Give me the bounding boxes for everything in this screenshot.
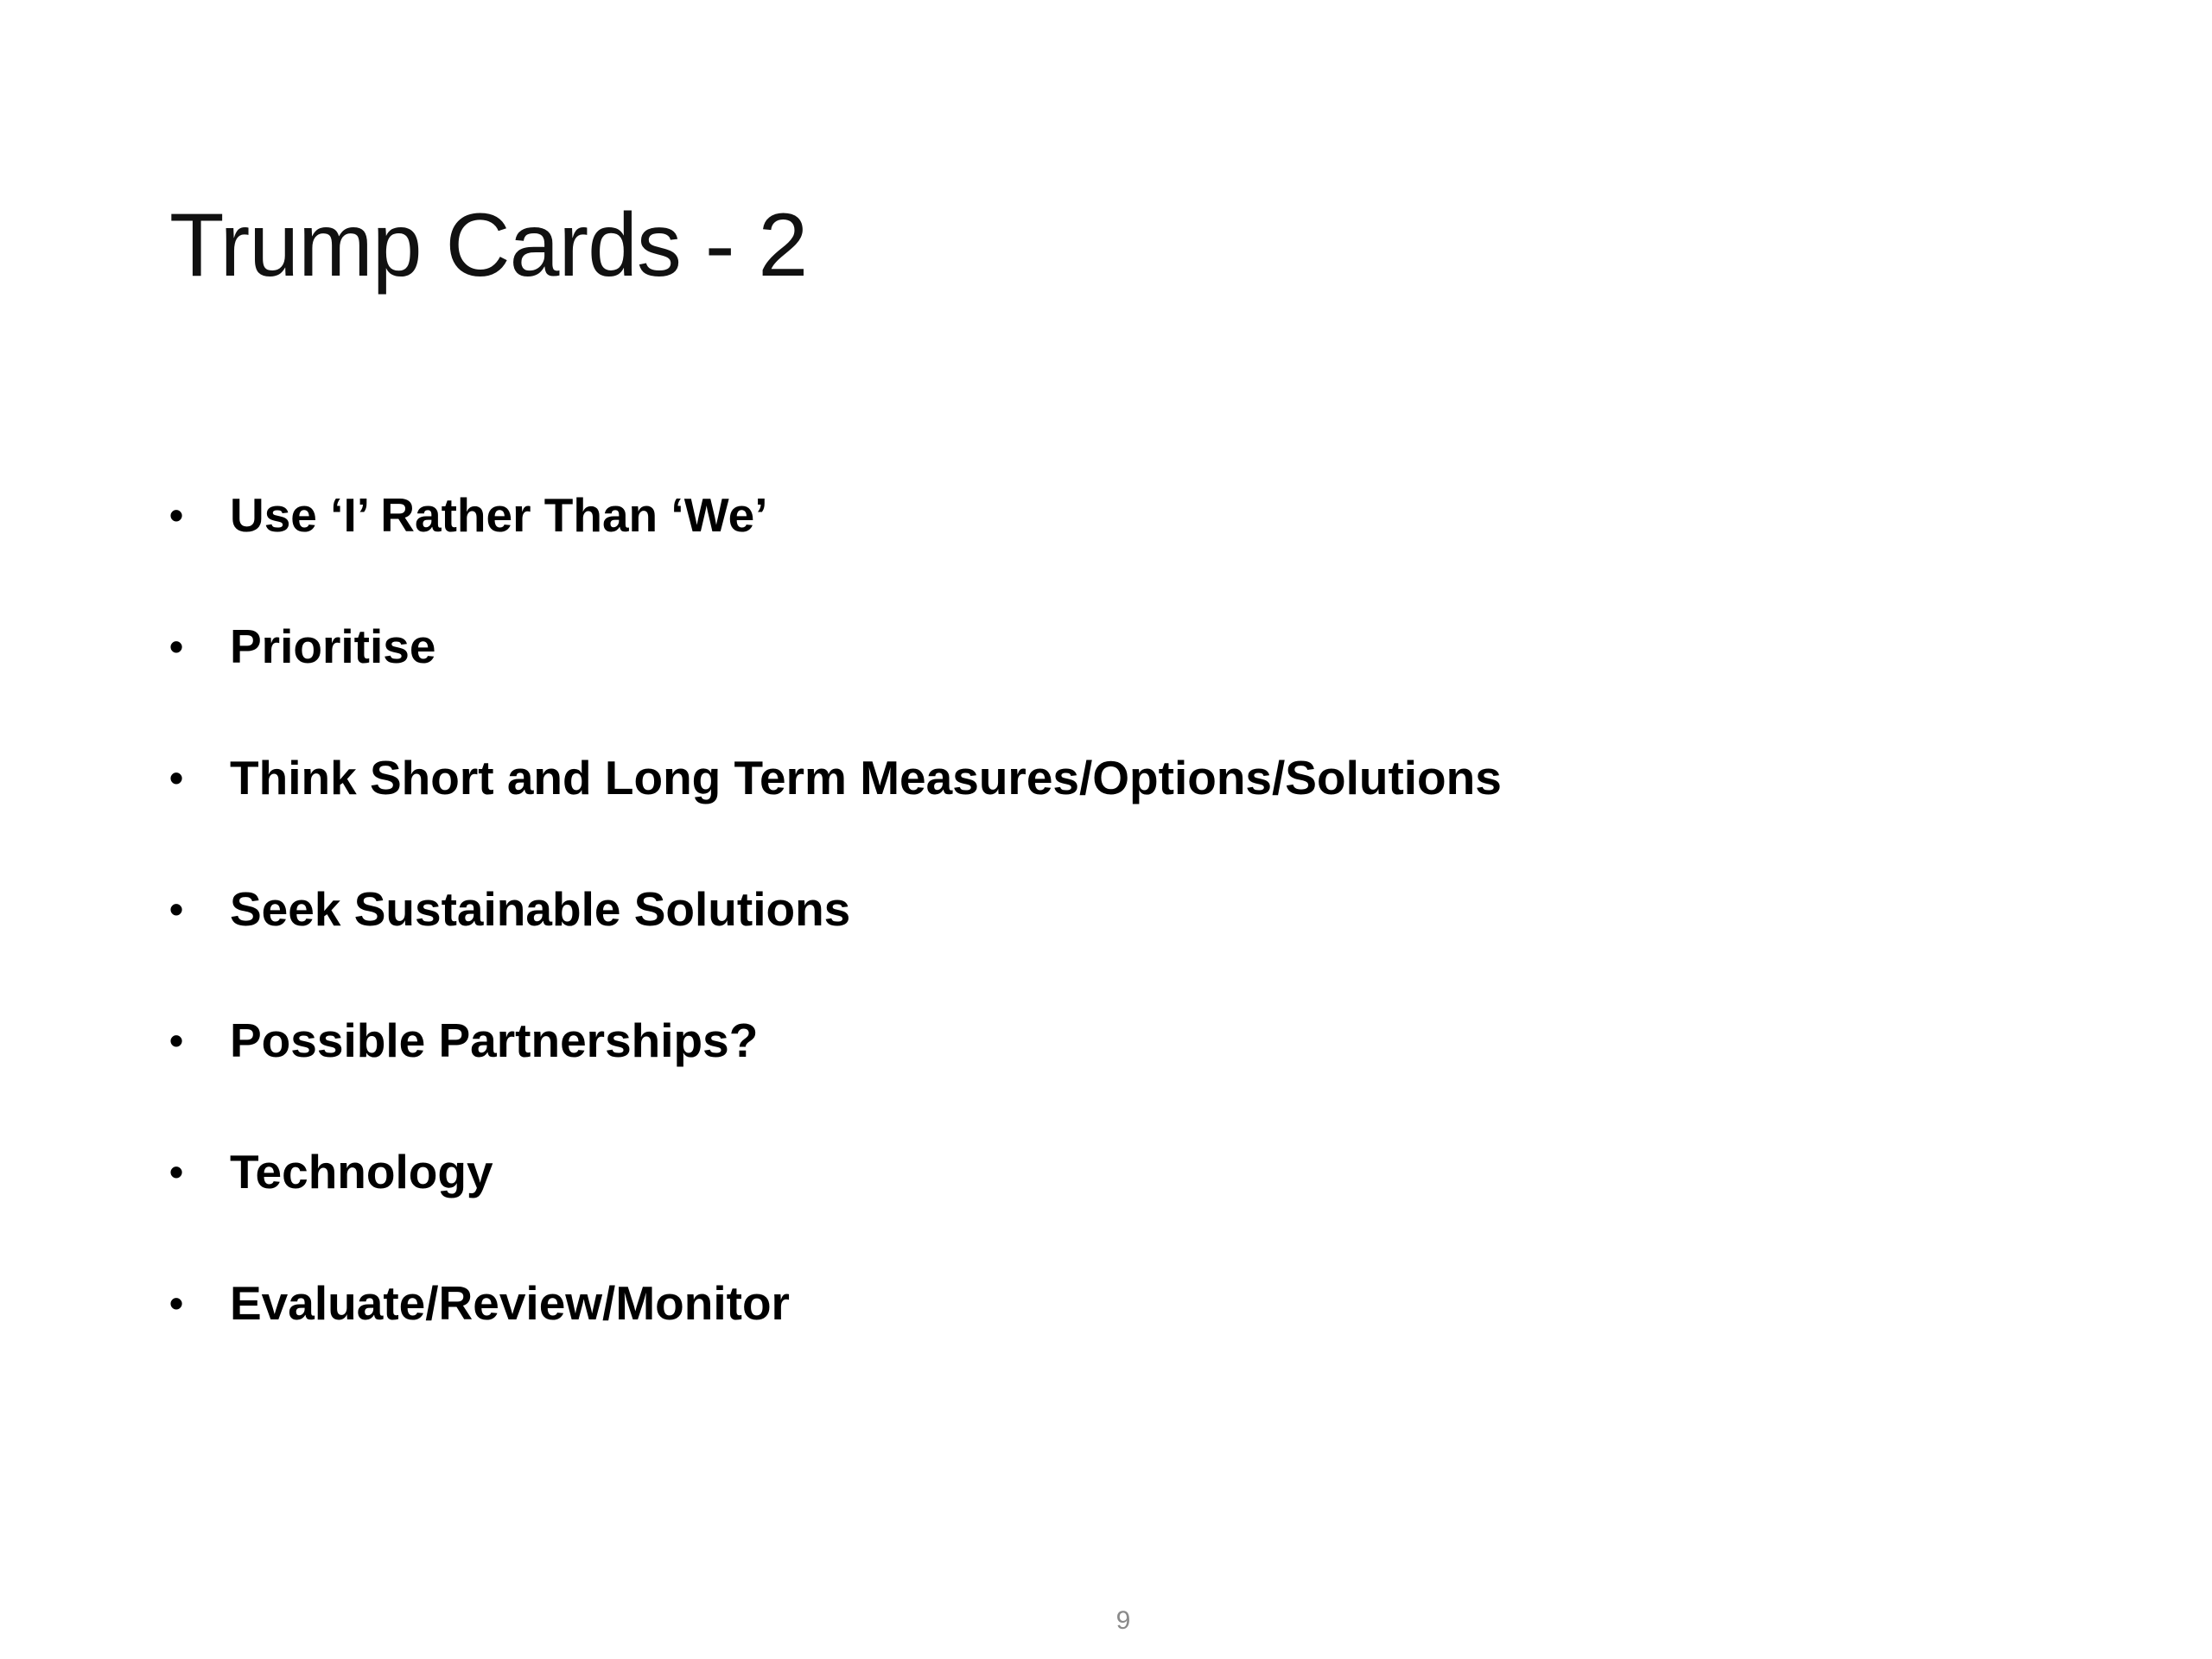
list-item	[169, 843, 1502, 975]
bullet-text: Use ‘I’ Rather Than ‘We’	[230, 488, 768, 542]
list-item	[169, 449, 1502, 581]
list-item	[169, 1237, 1502, 1369]
list-item	[169, 712, 1502, 843]
bullet-text: Seek Sustainable Solutions	[230, 882, 851, 936]
slide-title: Trump Cards - 2	[169, 195, 808, 296]
bullet-text: Possible Partnerships?	[230, 1014, 759, 1067]
bullet-icon: •	[169, 1018, 184, 1063]
bullet-text: Prioritise	[230, 620, 436, 673]
bullet-icon: •	[169, 624, 184, 669]
list-item	[169, 1106, 1502, 1237]
bullet-icon: •	[169, 1281, 184, 1325]
list-item	[169, 975, 1502, 1106]
bullet-icon: •	[169, 1149, 184, 1194]
list-item	[169, 581, 1502, 712]
bullet-icon: •	[169, 493, 184, 537]
bullet-text: Evaluate/Review/Monitor	[230, 1276, 790, 1330]
bullet-list	[169, 449, 1502, 1369]
bullet-icon: •	[169, 755, 184, 800]
bullet-text: Technology	[230, 1145, 493, 1198]
bullet-text: Think Short and Long Term Measures/Options/Solutions	[230, 751, 1502, 804]
page-number: 9	[1116, 1606, 1131, 1635]
bullet-icon: •	[169, 887, 184, 931]
